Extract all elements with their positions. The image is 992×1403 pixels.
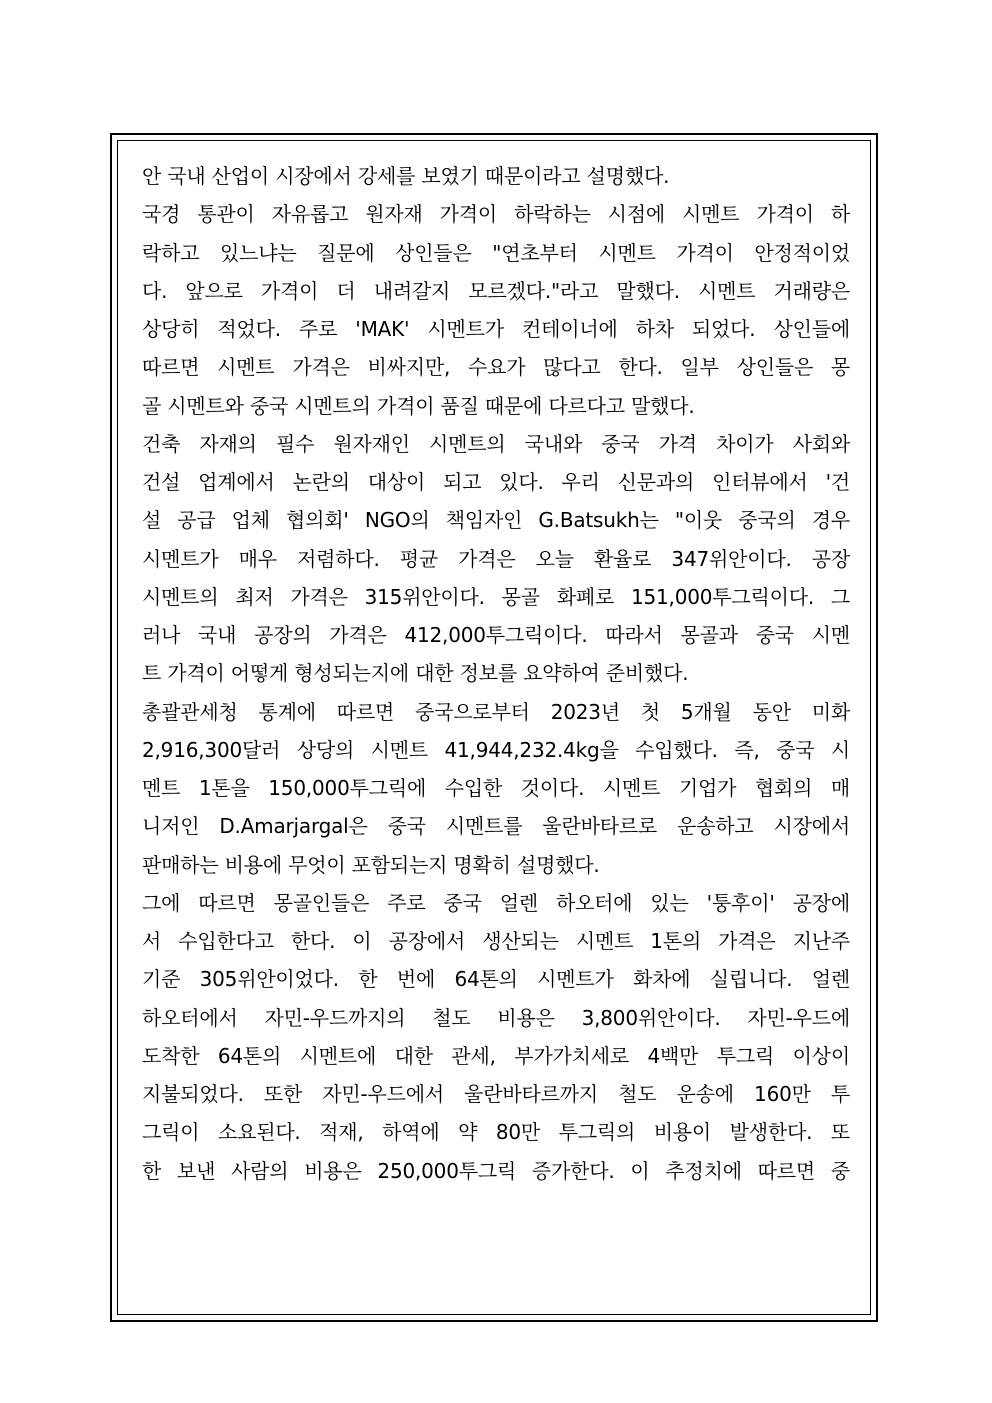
text-line: 서 수입한다고 한다. 이 공장에서 생산되는 시멘트 1톤의 가격은 지난주: [142, 929, 850, 953]
text-line: 2,916,300달러 상당의 시멘트 41,944,232.4kg을 수입했다. 즉, 중국 시: [142, 737, 850, 762]
text-line: 그릭이 소요된다. 적재, 하역에 약 80만 투그릭의 비용이 발생한다. 또: [142, 1120, 850, 1145]
text-line: 국경 통관이 자유롭고 원자재 가격이 하락하는 시점에 시멘트 가격이 하: [142, 202, 850, 227]
text-line: 지불되었다. 또한 자민-우드에서 울란바타르까지 철도 운송에 160만 투: [142, 1082, 850, 1106]
text-line: 상당히 적었다. 주로 'MAK' 시멘트가 컨테이너에 하차 되었다. 상인들에: [142, 317, 850, 341]
text-line: 그에 따르면 몽골인들은 주로 중국 얼렌 하오터에 있는 '퉁후이' 공장에: [142, 890, 850, 915]
text-line: 시멘트의 최저 가격은 315위안이다. 몽골 화폐로 151,000투그릭이다. 그: [142, 584, 850, 609]
text-line: 니저인 D.Amarjargal은 중국 시멘트를 울란바타르로 운송하고 시장에서: [142, 814, 850, 839]
text-line: 도착한 64톤의 시멘트에 대한 관세, 부가가치세로 4백만 투그릭 이상이: [142, 1043, 850, 1068]
text-line: 설 공급 업체 협의회' NGO의 책임자인 G.Batsukh는 "이웃 중국의 경우: [142, 508, 850, 533]
text-line: 건축 자재의 필수 원자재인 시멘트의 국내와 중국 가격 차이가 사회와: [142, 431, 850, 456]
text-line: 골 시멘트와 중국 시멘트의 가격이 품질 때문에 다르다고 말했다.: [142, 393, 695, 418]
text-line: 판매하는 비용에 무엇이 포함되는지 명확히 설명했다.: [142, 852, 600, 877]
text-line: 기준 305위안이었다. 한 번에 64톤의 시멘트가 화차에 실립니다. 얼렌: [142, 967, 850, 992]
text-line: 시멘트가 매우 저렴하다. 평균 가격은 오늘 환율로 347위안이다. 공장: [142, 546, 850, 571]
text-line: 러나 국내 공장의 가격은 412,000투그릭이다. 따라서 몽골과 중국 시멘: [142, 623, 850, 647]
text-line: 안 국내 산업이 시장에서 강세를 보였기 때문이라고 설명했다.: [142, 164, 670, 188]
text-line: 다. 앞으로 가격이 더 내려갈지 모르겠다."라고 말했다. 시멘트 거래량은: [142, 278, 850, 303]
text-line: 하오터에서 자민-우드까지의 철도 비용은 3,800위안이다. 자민-우드에: [142, 1005, 850, 1030]
text-line: 한 보낸 사람의 비용은 250,000투그릭 증가한다. 이 추정치에 따르면 중: [142, 1158, 850, 1183]
text-line: 멘트 1톤을 150,000투그릭에 수입한 것이다. 시멘트 기업가 협회의 매: [142, 776, 850, 800]
text-line: 총괄관세청 통계에 따르면 중국으로부터 2023년 첫 5개월 동안 미화: [142, 699, 850, 724]
text-line: 트 가격이 어떻게 형성되는지에 대한 정보를 요약하여 준비했다.: [142, 661, 689, 686]
text-line: 락하고 있느냐는 질문에 상인들은 "연초부터 시멘트 가격이 안정적이었: [142, 240, 850, 265]
text-line: 건설 업계에서 논란의 대상이 되고 있다. 우리 신문과의 인터뷰에서 '건: [142, 470, 850, 494]
article-body: [142, 157, 850, 1190]
text-line: 따르면 시멘트 가격은 비싸지만, 수요가 많다고 한다. 일부 상인들은 몽: [142, 355, 850, 380]
